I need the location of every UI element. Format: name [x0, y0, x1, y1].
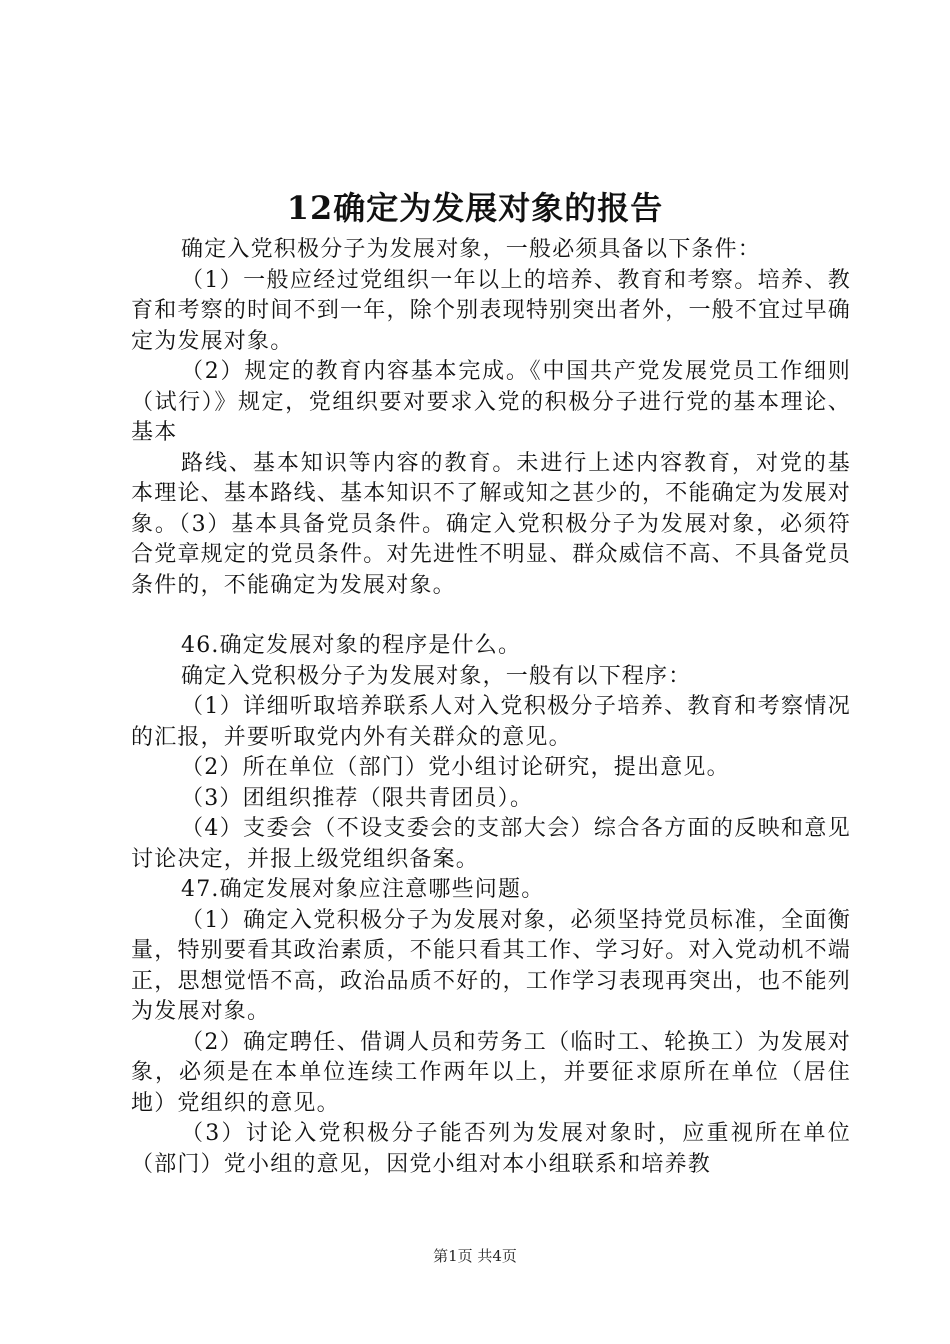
paragraph-gap [131, 601, 851, 631]
paragraph-condition-1: （1）一般应经过党组织一年以上的培养、教育和考察。培养、教育和考察的时间不到一年，除个别表现特别突出者外，一般不宜过早确定为发展对象。 [131, 267, 851, 354]
paragraph-issue-1: （1）确定入党积极分子为发展对象，必须坚持党员标准，全面衡量，特别要看其政治素质，不能只看其工作、学习好。对入党动机不端正，思想觉悟不高，政治品质不好的，工作学习表现再突出，也不能列为发展对象。 [131, 907, 851, 1024]
paragraph-condition-2-continued: 路线、基本知识等内容的教育。未进行上述内容教育，对党的基本理论、基本路线、基本知识不了解或知之甚少的，不能确定为发展对象。（3）基本具备党员条件。确定入党积极分子为发展对象，必须符合党章规定的党员条件。对先进性不明显、群众威信不高、不具备党员条件的，不能确定为发展对象。 [131, 450, 851, 598]
paragraph-issue-3: （3）讨论入党积极分子能否列为发展对象时，应重视所在单位（部门）党小组的意见，因党小组对本小组联系和培养教 [131, 1121, 851, 1177]
document-body [131, 235, 851, 1180]
paragraph-issue-2: （2）确定聘任、借调人员和劳务工（临时工、轮换工）为发展对象，必须是在本单位连续工作两年以上，并要征求原所在单位（居住地）党组织的意见。 [131, 1029, 851, 1116]
paragraph-procedure-4: （4）支委会（不设支委会的支部大会）综合各方面的反映和意见讨论决定，并报上级党组织备案。 [131, 816, 851, 872]
paragraph-procedure-intro: 确定入党积极分子为发展对象，一般有以下程序： [181, 663, 692, 689]
paragraph-procedure-1: （1）详细听取培养联系人对入党积极分子培养、教育和考察情况的汇报，并要听取党内外有关群众的意见。 [131, 694, 851, 750]
paragraph-conditions-intro: 确定入党积极分子为发展对象，一般必须具备以下条件： [181, 237, 762, 262]
page-footer: 第1页 共4页 [433, 1247, 517, 1265]
section-heading-47: 47.确定发展对象应注意哪些问题。 [181, 877, 545, 902]
document-title: 12确定为发展对象的报告 [286, 189, 664, 227]
paragraph-procedure-3: （3）团组织推荐（限共青团员）。 [181, 785, 534, 811]
paragraph-condition-2: （2）规定的教育内容基本完成。《中国共产党发展党员工作细则（试行）》规定，党组织要对要求入党的积极分子进行党的基本理论、基本 [131, 359, 851, 445]
paragraph-procedure-2: （2）所在单位（部门）党小组讨论研究，提出意见。 [181, 755, 730, 780]
section-heading-46: 46.确定发展对象的程序是什么。 [181, 633, 522, 658]
